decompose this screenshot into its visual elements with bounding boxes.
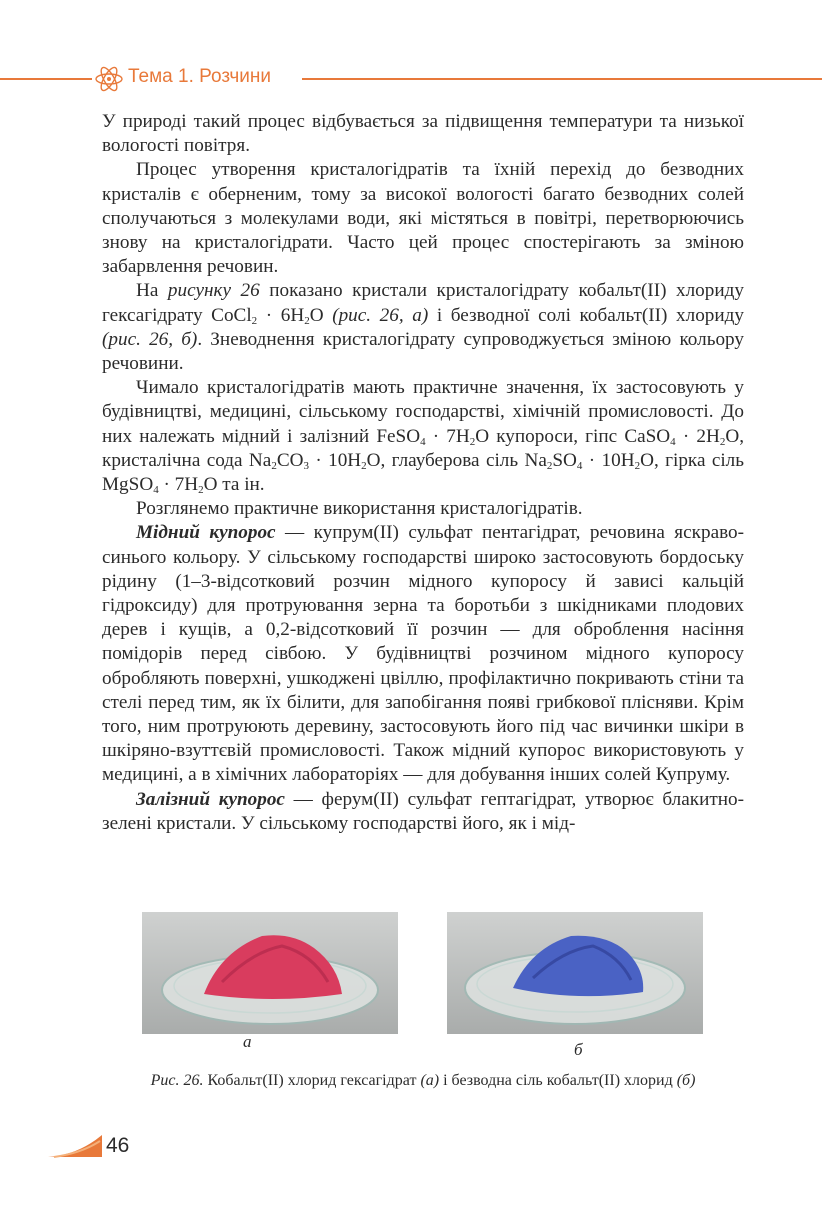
photo-cobalt-chloride-hexahydrate bbox=[142, 912, 398, 1034]
paragraph-3: На рисунку 26 показано кристали кристалогідрату кобальт(II) хлориду гексагідрату CoCl$_2$ · $6H_2O$ (рис. 26, а) і безводної солі кобальт(II) хлориду (рис. 26, б). Зневоднення кристалогідрату супроводжується зміною кольору речовини. bbox=[102, 280, 745, 375]
figure-label-a: а bbox=[243, 1032, 252, 1051]
section-title: Тема 1. Розчини bbox=[128, 66, 272, 87]
figure-caption: Рис. 26. Кобальт(II) хлорид гексагідрат (а) і безводна сіль кобальт(II) хлорид (б) bbox=[150, 1072, 696, 1089]
header-rule-right bbox=[302, 78, 822, 80]
paragraph-5: Розглянемо практичне використання кристалогідратів. bbox=[136, 498, 583, 520]
paragraph-7: Залізний купорос — ферум(II) сульфат гептагідрат, утворює блакитно-зелені кристали. У сільському господарстві його, як і мід- bbox=[102, 788, 744, 834]
paragraph-2: Процес утворення кристалогідратів та їхній перехід до безводних кристалів є оберненим, тому за високої вологості багато безводних солей сполучаються з молекулами води, які містяться в повітрі, перетворюючись знову на кристалогідрати. Часто цей процес спостерігають за зміною забарвлення речовин. bbox=[102, 159, 744, 278]
paragraph-6: Мідний купорос — купрум(II) сульфат пентагідрат, речовина яскраво-синього кольору. У сільському господарстві широко застосовують бордоську рідину (1–3-відсотковий розчин мідного купоросу й зависі кальцій гідроксиду) для протруювання зерна та боротьби з шкідниками плодових дерев і кущів, а 0,2-відсотковий її розчин — для оброблення насіння помідорів перед сівбою. У будівництві розчином мідного купоросу обробляють поверхні, ушкоджені цвіллю, профілактично покривають стіни та стелі перед тим, як їх білити, для запобігання появі грибкової плісняви. Крім того, ним протруюють деревину, застосовують його під час вичинки шкіри в шкіряно-взуттєвій промисловості. Також мідний купорос використовують у медицині, а в хімічних лабораторіях — для добування інших солей Купруму. bbox=[102, 522, 744, 786]
figure-reference: (рис. 26, а) bbox=[332, 304, 429, 326]
paragraph-1: У природі такий процес відбувається за підвищення температури та низької вологості повітря. bbox=[102, 111, 744, 157]
page-number: 46 bbox=[106, 1134, 130, 1157]
body-text bbox=[102, 110, 744, 836]
figure-reference: (рис. 26, б) bbox=[102, 328, 198, 350]
term-iron-sulfate: Залізний купорос bbox=[136, 788, 285, 810]
term-copper-sulfate: Мідний купорос bbox=[136, 522, 276, 544]
figure-label-b: б bbox=[574, 1040, 583, 1059]
figure-reference: рисунку 26 bbox=[167, 280, 260, 302]
photo-anhydrous-cobalt-chloride bbox=[447, 912, 703, 1034]
paragraph-4: Чимало кристалогідратів мають практичне значення, їх застосовують у будівництві, медицині, сільському господарстві, хімічній промисловості. До них належать мідний і залізний FeSO$_4$ · $7H_2O$ купороси, гіпс CaSO$_4$ · $2H_2O$, кристалічна сода $Na_2CO_3 \cdot 10H_2O$, глауберова сіль $Na_2SO_4 \cdot 10H_2O$, гірка сіль MgSO$_4$ · $7H_2O$ та ін. bbox=[102, 377, 745, 497]
header-rule-left bbox=[0, 78, 92, 80]
atom-icon bbox=[93, 64, 125, 94]
page-swoosh-icon bbox=[48, 1133, 103, 1159]
